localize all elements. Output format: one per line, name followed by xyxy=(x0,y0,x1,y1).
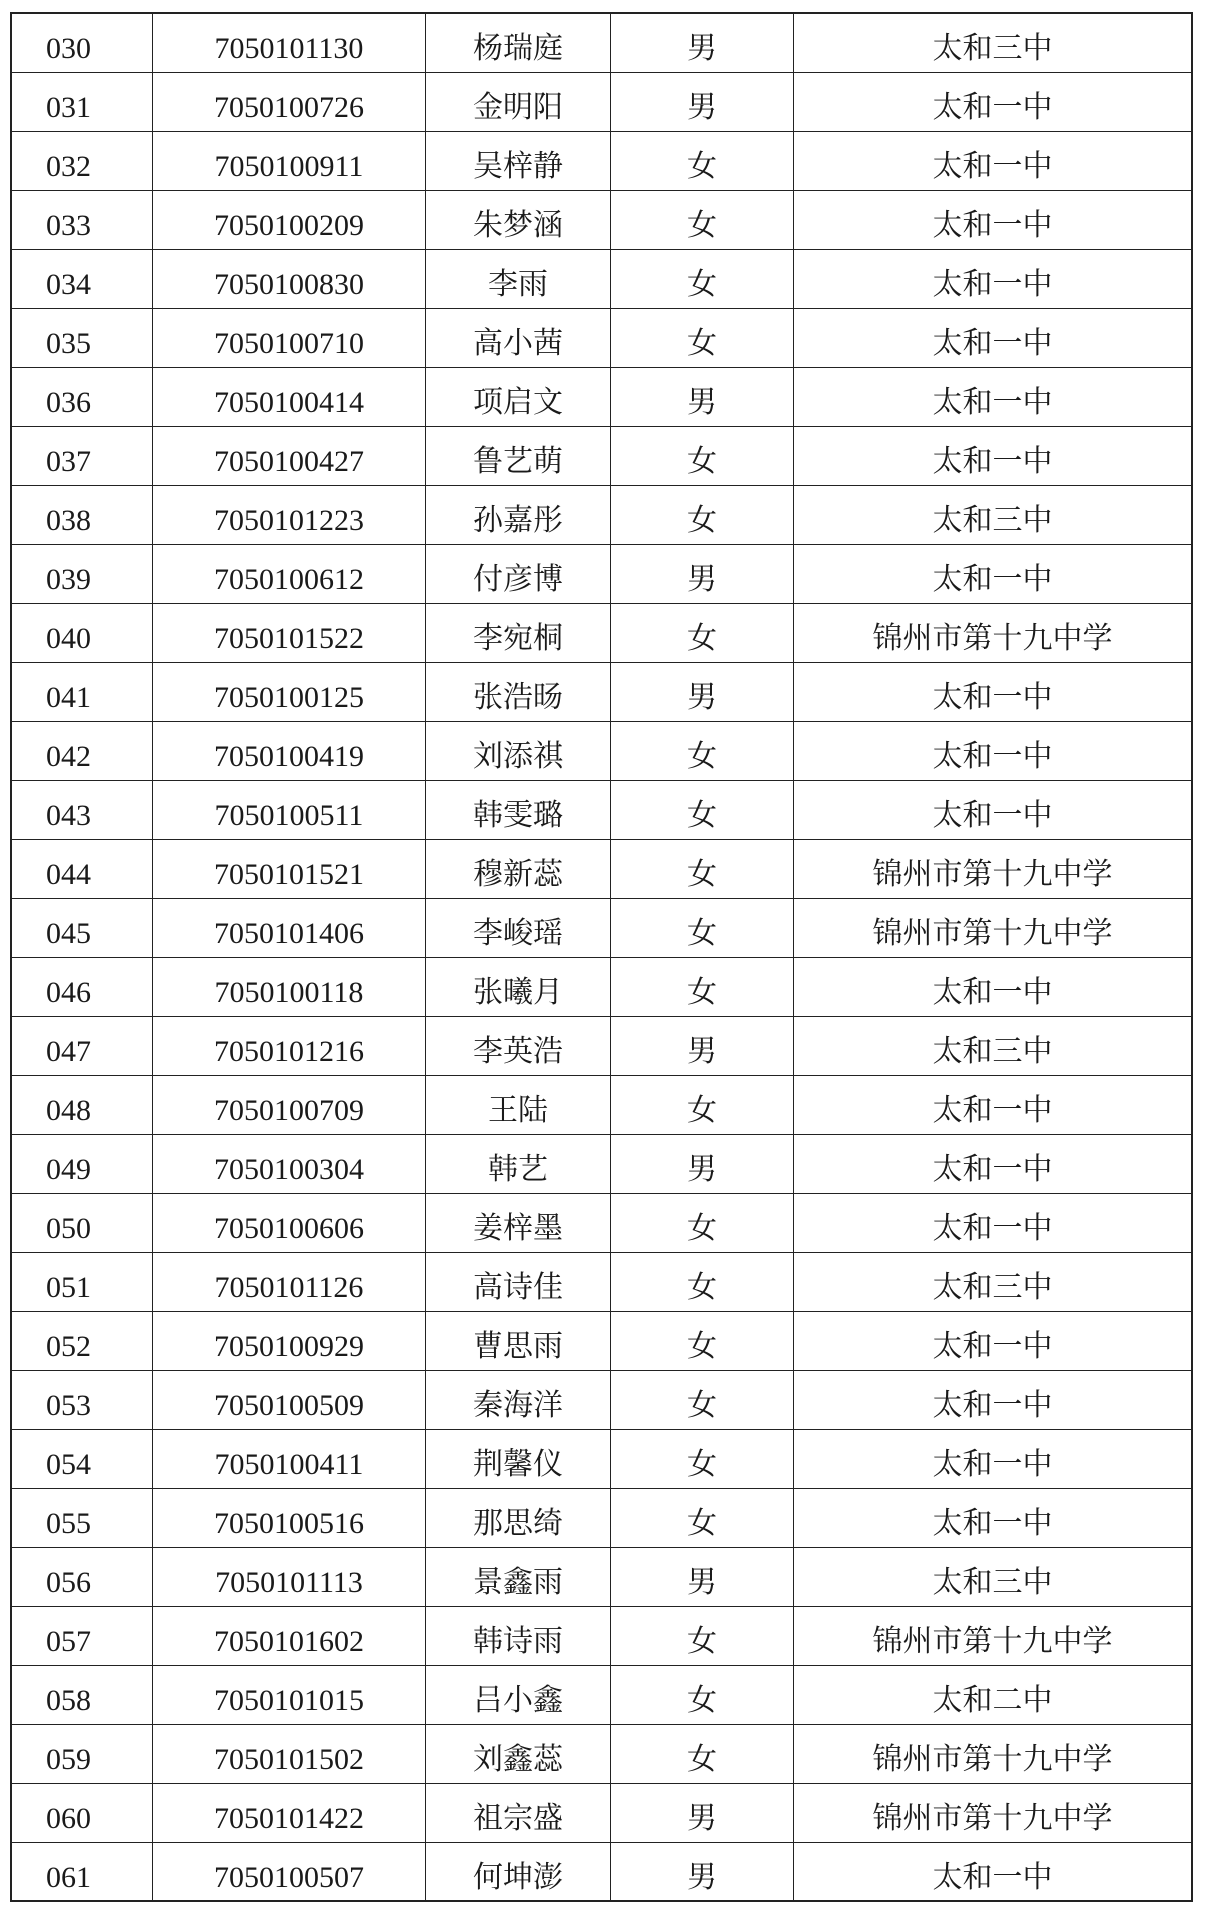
table-row xyxy=(12,1253,1193,1312)
cell-gender: 女 xyxy=(611,1725,794,1784)
cell-name: 李峻瑶 xyxy=(426,899,611,958)
cell-school: 太和三中 xyxy=(794,1253,1193,1312)
cell-gender: 女 xyxy=(611,604,794,663)
cell-name: 鲁艺萌 xyxy=(426,427,611,486)
cell-name: 孙嘉彤 xyxy=(426,486,611,545)
cell-name: 付彦博 xyxy=(426,545,611,604)
cell-number: 059 xyxy=(12,1725,153,1784)
cell-gender: 女 xyxy=(611,1430,794,1489)
cell-gender: 女 xyxy=(611,1194,794,1253)
cell-gender: 女 xyxy=(611,1076,794,1135)
table-row xyxy=(12,1312,1193,1371)
cell-name: 李雨 xyxy=(426,250,611,309)
table-row xyxy=(12,1784,1193,1843)
cell-number: 049 xyxy=(12,1135,153,1194)
cell-number: 052 xyxy=(12,1312,153,1371)
cell-name: 李宛桐 xyxy=(426,604,611,663)
table-row xyxy=(12,1607,1193,1666)
cell-exam-id: 7050101406 xyxy=(153,899,426,958)
cell-number: 053 xyxy=(12,1371,153,1430)
cell-exam-id: 7050100509 xyxy=(153,1371,426,1430)
cell-exam-id: 7050100830 xyxy=(153,250,426,309)
cell-number: 058 xyxy=(12,1666,153,1725)
table-row xyxy=(12,1725,1193,1784)
cell-name: 金明阳 xyxy=(426,73,611,132)
cell-number: 033 xyxy=(12,191,153,250)
cell-school: 锦州市第十九中学 xyxy=(794,604,1193,663)
cell-exam-id: 7050101422 xyxy=(153,1784,426,1843)
table-row xyxy=(12,14,1193,73)
cell-school: 太和一中 xyxy=(794,191,1193,250)
table-row xyxy=(12,309,1193,368)
cell-number: 048 xyxy=(12,1076,153,1135)
table-row xyxy=(12,427,1193,486)
cell-name: 项启文 xyxy=(426,368,611,427)
table-row xyxy=(12,1194,1193,1253)
cell-number: 035 xyxy=(12,309,153,368)
cell-exam-id: 7050100612 xyxy=(153,545,426,604)
table-row xyxy=(12,1666,1193,1725)
cell-number: 050 xyxy=(12,1194,153,1253)
cell-name: 穆新蕊 xyxy=(426,840,611,899)
cell-school: 太和一中 xyxy=(794,368,1193,427)
cell-name: 韩艺 xyxy=(426,1135,611,1194)
cell-name: 韩诗雨 xyxy=(426,1607,611,1666)
cell-number: 055 xyxy=(12,1489,153,1548)
table-row xyxy=(12,486,1193,545)
cell-gender: 女 xyxy=(611,191,794,250)
cell-school: 锦州市第十九中学 xyxy=(794,1607,1193,1666)
cell-exam-id: 7050100209 xyxy=(153,191,426,250)
table-row xyxy=(12,1548,1193,1607)
table-row xyxy=(12,132,1193,191)
cell-exam-id: 7050100304 xyxy=(153,1135,426,1194)
table-row xyxy=(12,604,1193,663)
cell-name: 刘添祺 xyxy=(426,722,611,781)
cell-school: 太和一中 xyxy=(794,250,1193,309)
table-row xyxy=(12,191,1193,250)
cell-name: 高诗佳 xyxy=(426,1253,611,1312)
table-row xyxy=(12,899,1193,958)
cell-name: 吴梓静 xyxy=(426,132,611,191)
cell-name: 高小茜 xyxy=(426,309,611,368)
cell-school: 太和一中 xyxy=(794,309,1193,368)
table-row xyxy=(12,250,1193,309)
cell-name: 秦海洋 xyxy=(426,1371,611,1430)
cell-school: 太和一中 xyxy=(794,73,1193,132)
cell-exam-id: 7050100709 xyxy=(153,1076,426,1135)
cell-exam-id: 7050101223 xyxy=(153,486,426,545)
cell-name: 祖宗盛 xyxy=(426,1784,611,1843)
cell-school: 太和一中 xyxy=(794,1843,1193,1902)
table-row xyxy=(12,1843,1193,1902)
cell-number: 056 xyxy=(12,1548,153,1607)
cell-school: 太和三中 xyxy=(794,486,1193,545)
cell-school: 锦州市第十九中学 xyxy=(794,840,1193,899)
cell-exam-id: 7050100511 xyxy=(153,781,426,840)
cell-number: 060 xyxy=(12,1784,153,1843)
cell-number: 051 xyxy=(12,1253,153,1312)
cell-name: 荆馨仪 xyxy=(426,1430,611,1489)
cell-gender: 女 xyxy=(611,781,794,840)
cell-exam-id: 7050100911 xyxy=(153,132,426,191)
cell-gender: 女 xyxy=(611,250,794,309)
cell-number: 041 xyxy=(12,663,153,722)
cell-name: 吕小鑫 xyxy=(426,1666,611,1725)
cell-number: 047 xyxy=(12,1017,153,1076)
cell-number: 036 xyxy=(12,368,153,427)
cell-school: 太和一中 xyxy=(794,958,1193,1017)
table-row xyxy=(12,1371,1193,1430)
table-row xyxy=(12,545,1193,604)
cell-exam-id: 7050101130 xyxy=(153,14,426,73)
cell-gender: 女 xyxy=(611,1312,794,1371)
cell-name: 曹思雨 xyxy=(426,1312,611,1371)
cell-gender: 男 xyxy=(611,14,794,73)
cell-number: 040 xyxy=(12,604,153,663)
cell-number: 031 xyxy=(12,73,153,132)
cell-name: 何坤澎 xyxy=(426,1843,611,1902)
cell-gender: 男 xyxy=(611,1135,794,1194)
cell-name: 景鑫雨 xyxy=(426,1548,611,1607)
cell-gender: 男 xyxy=(611,1784,794,1843)
cell-exam-id: 7050100726 xyxy=(153,73,426,132)
cell-school: 太和一中 xyxy=(794,1312,1193,1371)
cell-exam-id: 7050100929 xyxy=(153,1312,426,1371)
cell-gender: 女 xyxy=(611,840,794,899)
cell-school: 太和一中 xyxy=(794,545,1193,604)
cell-exam-id: 7050100411 xyxy=(153,1430,426,1489)
cell-number: 061 xyxy=(12,1843,153,1902)
cell-school: 锦州市第十九中学 xyxy=(794,1725,1193,1784)
cell-exam-id: 7050100606 xyxy=(153,1194,426,1253)
cell-gender: 女 xyxy=(611,1607,794,1666)
cell-gender: 男 xyxy=(611,1843,794,1902)
cell-name: 韩雯璐 xyxy=(426,781,611,840)
cell-name: 王陆 xyxy=(426,1076,611,1135)
cell-gender: 男 xyxy=(611,368,794,427)
cell-school: 太和一中 xyxy=(794,1135,1193,1194)
cell-number: 038 xyxy=(12,486,153,545)
cell-school: 太和三中 xyxy=(794,1017,1193,1076)
cell-gender: 女 xyxy=(611,1666,794,1725)
cell-exam-id: 7050100427 xyxy=(153,427,426,486)
cell-exam-id: 7050101521 xyxy=(153,840,426,899)
cell-school: 太和一中 xyxy=(794,1076,1193,1135)
table-row xyxy=(12,840,1193,899)
cell-school: 锦州市第十九中学 xyxy=(794,1784,1193,1843)
cell-number: 057 xyxy=(12,1607,153,1666)
cell-exam-id: 7050100710 xyxy=(153,309,426,368)
cell-gender: 女 xyxy=(611,958,794,1017)
table-row xyxy=(12,958,1193,1017)
cell-gender: 女 xyxy=(611,486,794,545)
table-row xyxy=(12,663,1193,722)
cell-exam-id: 7050100516 xyxy=(153,1489,426,1548)
cell-gender: 女 xyxy=(611,1489,794,1548)
cell-number: 039 xyxy=(12,545,153,604)
cell-gender: 女 xyxy=(611,427,794,486)
cell-gender: 男 xyxy=(611,73,794,132)
cell-name: 杨瑞庭 xyxy=(426,14,611,73)
cell-gender: 男 xyxy=(611,663,794,722)
cell-school: 太和一中 xyxy=(794,1430,1193,1489)
cell-gender: 女 xyxy=(611,132,794,191)
cell-school: 太和二中 xyxy=(794,1666,1193,1725)
table-row xyxy=(12,73,1193,132)
cell-exam-id: 7050100507 xyxy=(153,1843,426,1902)
cell-school: 太和一中 xyxy=(794,132,1193,191)
cell-number: 045 xyxy=(12,899,153,958)
cell-exam-id: 7050101113 xyxy=(153,1548,426,1607)
cell-exam-id: 7050101015 xyxy=(153,1666,426,1725)
roster-table xyxy=(10,12,1193,1902)
cell-number: 034 xyxy=(12,250,153,309)
table-row xyxy=(12,1076,1193,1135)
cell-number: 030 xyxy=(12,14,153,73)
cell-exam-id: 7050101126 xyxy=(153,1253,426,1312)
cell-school: 太和一中 xyxy=(794,1489,1193,1548)
cell-school: 太和三中 xyxy=(794,1548,1193,1607)
cell-name: 姜梓墨 xyxy=(426,1194,611,1253)
cell-exam-id: 7050101522 xyxy=(153,604,426,663)
cell-gender: 女 xyxy=(611,1371,794,1430)
cell-school: 太和一中 xyxy=(794,722,1193,781)
cell-number: 046 xyxy=(12,958,153,1017)
cell-name: 那思绮 xyxy=(426,1489,611,1548)
cell-name: 张曦月 xyxy=(426,958,611,1017)
cell-school: 太和一中 xyxy=(794,663,1193,722)
cell-number: 043 xyxy=(12,781,153,840)
cell-gender: 女 xyxy=(611,899,794,958)
table-row xyxy=(12,1489,1193,1548)
cell-number: 032 xyxy=(12,132,153,191)
cell-exam-id: 7050100118 xyxy=(153,958,426,1017)
cell-school: 太和一中 xyxy=(794,1194,1193,1253)
cell-gender: 女 xyxy=(611,309,794,368)
table-row xyxy=(12,368,1193,427)
cell-school: 太和一中 xyxy=(794,427,1193,486)
table-row xyxy=(12,1017,1193,1076)
table-row xyxy=(12,1430,1193,1489)
cell-gender: 女 xyxy=(611,1253,794,1312)
cell-school: 太和一中 xyxy=(794,781,1193,840)
cell-exam-id: 7050100419 xyxy=(153,722,426,781)
cell-gender: 男 xyxy=(611,545,794,604)
cell-gender: 男 xyxy=(611,1017,794,1076)
cell-exam-id: 7050100414 xyxy=(153,368,426,427)
cell-exam-id: 7050101602 xyxy=(153,1607,426,1666)
cell-exam-id: 7050100125 xyxy=(153,663,426,722)
cell-gender: 女 xyxy=(611,722,794,781)
cell-name: 李英浩 xyxy=(426,1017,611,1076)
cell-school: 锦州市第十九中学 xyxy=(794,899,1193,958)
cell-number: 044 xyxy=(12,840,153,899)
cell-name: 刘鑫蕊 xyxy=(426,1725,611,1784)
cell-exam-id: 7050101216 xyxy=(153,1017,426,1076)
cell-exam-id: 7050101502 xyxy=(153,1725,426,1784)
cell-school: 太和三中 xyxy=(794,14,1193,73)
cell-gender: 男 xyxy=(611,1548,794,1607)
cell-number: 042 xyxy=(12,722,153,781)
cell-name: 朱梦涵 xyxy=(426,191,611,250)
table-row xyxy=(12,781,1193,840)
cell-number: 037 xyxy=(12,427,153,486)
cell-school: 太和一中 xyxy=(794,1371,1193,1430)
table-row xyxy=(12,722,1193,781)
cell-number: 054 xyxy=(12,1430,153,1489)
table-row xyxy=(12,1135,1193,1194)
cell-name: 张浩旸 xyxy=(426,663,611,722)
